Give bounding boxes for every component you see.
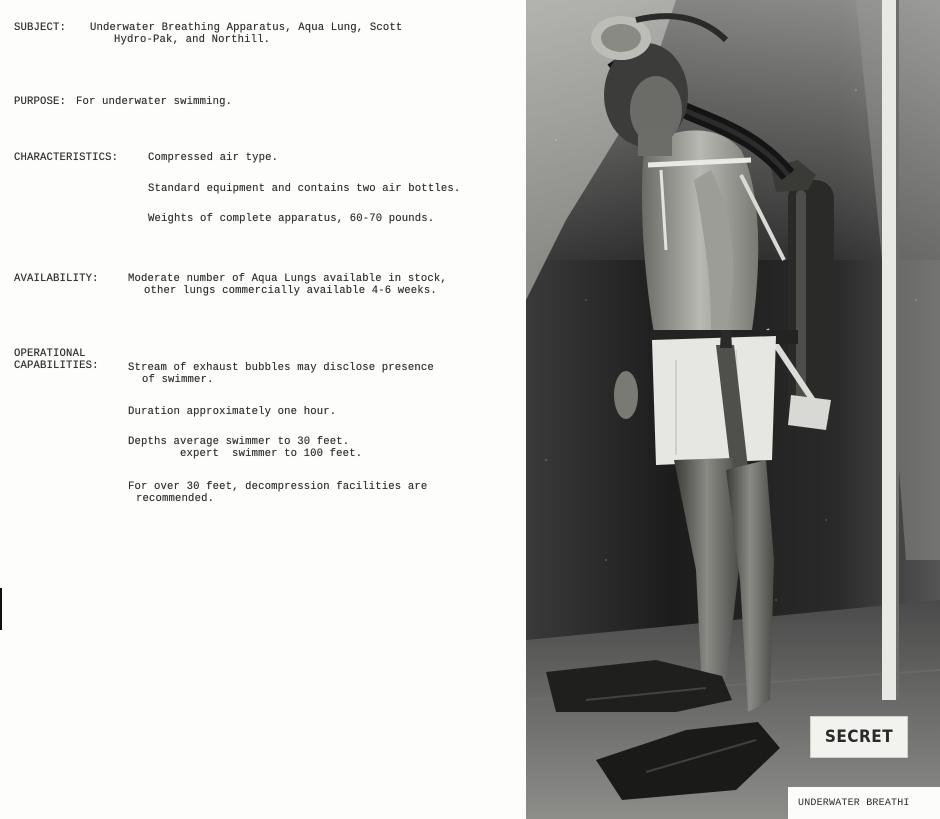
purpose-field	[14, 96, 233, 148]
margin-mark	[0, 588, 2, 630]
purpose-label: PURPOSE:	[14, 96, 67, 108]
availability-field	[14, 273, 447, 338]
availability-line-2: other lungs commercially available 4-6 weeks.	[144, 285, 437, 297]
diver-photo-illustration	[526, 0, 940, 819]
operational-line-3: Duration approximately one hour.	[128, 406, 337, 418]
operational-label-line-2: CAPABILITIES:	[14, 360, 99, 372]
availability-label: AVAILABILITY:	[14, 273, 99, 285]
subject-field	[14, 22, 403, 87]
purpose-line-1: For underwater swimming.	[76, 96, 233, 108]
operational-line-7: recommended.	[136, 493, 215, 505]
subject-line-2: Hydro-Pak, and Northill.	[114, 34, 271, 46]
operational-label-line-1: OPERATIONAL	[14, 348, 86, 360]
characteristics-field	[14, 152, 461, 230]
operational-line-5: expert swimmer to 100 feet.	[180, 448, 363, 460]
characteristics-line-2: Standard equipment and contains two air bottles.	[148, 183, 461, 195]
availability-line-1: Moderate number of Aqua Lungs available in stock,	[128, 273, 447, 285]
diver-photo	[526, 0, 940, 819]
secret-classification-card: SECRET	[810, 716, 908, 758]
characteristics-line-3: Weights of complete apparatus, 60-70 pounds.	[148, 213, 435, 225]
operational-line-6: For over 30 feet, decompression facilities are	[128, 481, 428, 493]
characteristics-line-1: Compressed air type.	[148, 152, 279, 164]
operational-line-1: Stream of exhaust bubbles may disclose presence	[128, 362, 434, 374]
subject-line-1: Underwater Breathing Apparatus, Aqua Lung, Scott	[90, 22, 403, 34]
operational-line-2: of swimmer.	[142, 374, 214, 386]
operational-line-4: Depths average swimmer to 30 feet.	[128, 436, 350, 448]
subject-label: SUBJECT:	[14, 22, 67, 34]
photo-caption: UNDERWATER BREATHI	[788, 787, 940, 819]
operational-capabilities-field	[14, 348, 434, 505]
characteristics-label: CHARACTERISTICS:	[14, 152, 119, 164]
